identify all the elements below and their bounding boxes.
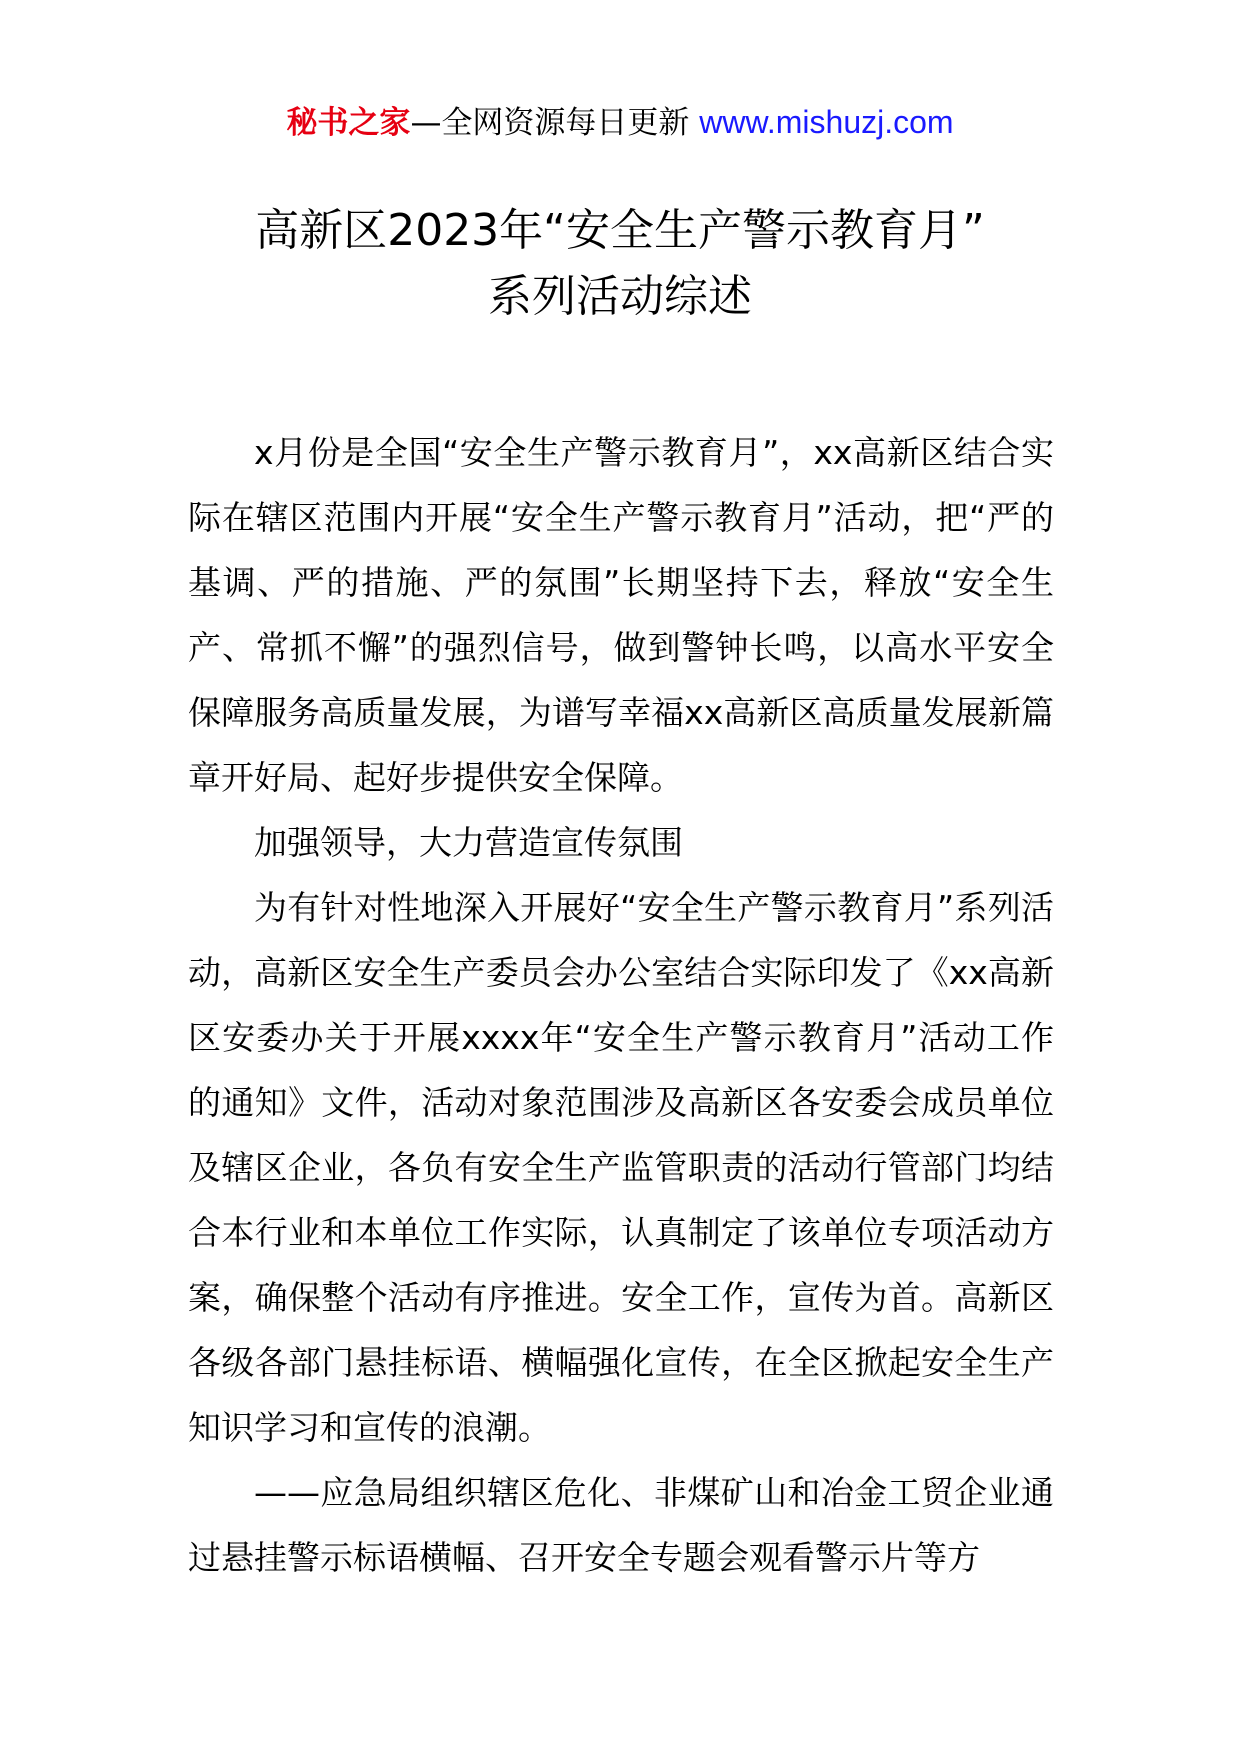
paragraph-emergency-bureau: ——应急局组织辖区危化、非煤矿山和冶金工贸企业通过悬挂警示标语横幅、召开安全专题会观看警示片等方 — [188, 1473, 1054, 1577]
section-heading: 加强领导，大力营造宣传氛围 — [254, 823, 683, 862]
paragraph-leadership: 为有针对性地深入开展好“安全生产警示教育月”系列活动，高新区安全生产委员会办公室结合实际印发了《xx高新区安委办关于开展xxxx年“安全生产警示教育月”活动工作的通知》文件，活动对象范围涉及高新区各安委会成员单位及辖区企业，各负有安全生产监管职责的活动行管部门均结合本行业和本单位工作实际，认真制定了该单位专项活动方案，确保整个活动有序推进。安全工作，宣传为首。高新区各级各部门悬挂标语、横幅强化宣传，在全区掀起安全生产知识学习和宣传的浪潮。 — [188, 888, 1054, 1447]
document-title — [0, 198, 1240, 330]
title-line-2: 系列活动综述 — [488, 271, 752, 322]
brand-name: 秘书之家 — [286, 105, 411, 141]
document-body — [188, 420, 1054, 1590]
site-header — [0, 102, 1240, 143]
header-slogan: —全网资源每日更新 — [410, 105, 700, 141]
site-url-link[interactable]: www.mishuzj.com — [699, 104, 954, 140]
paragraph-intro: x月份是全国“安全生产警示教育月”，xx高新区结合实际在辖区范围内开展“安全生产警示教育月”活动，把“严的基调、严的措施、严的氛围”长期坚持下去，释放“安全生产、常抓不懈”的强烈信号，做到警钟长鸣，以高水平安全保障服务高质量发展，为谱写幸福xx高新区高质量发展新篇章开好局、起好步提供安全保障。 — [188, 433, 1054, 797]
title-line-1: 高新区2023年“安全生产警示教育月” — [255, 205, 985, 256]
